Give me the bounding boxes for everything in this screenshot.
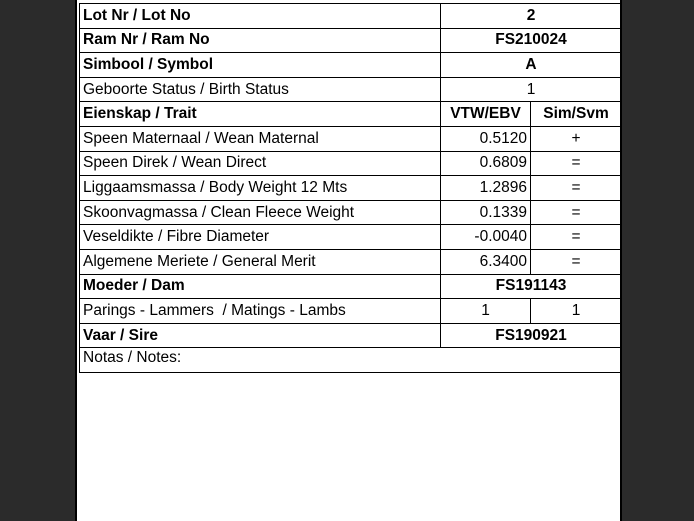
lot-value: 2	[441, 4, 622, 29]
sire-row	[80, 323, 622, 348]
ram-row	[80, 28, 622, 53]
trait-ebv: -0.0040	[441, 225, 531, 250]
lot-label: Lot Nr / Lot No	[80, 4, 441, 29]
dam-row	[80, 274, 622, 299]
trait-name: Veseldikte / Fibre Diameter	[80, 225, 441, 250]
ebv-column-header: VTW/EBV	[441, 102, 531, 127]
dam-label: Moeder / Dam	[80, 274, 441, 299]
trait-row	[80, 126, 622, 151]
matings-count: 1	[441, 299, 531, 324]
birth-status-row	[80, 77, 622, 102]
trait-symbol: =	[531, 249, 622, 274]
trait-name: Liggaamsmassa / Body Weight 12 Mts	[80, 176, 441, 201]
trait-row	[80, 200, 622, 225]
trait-symbol: =	[531, 151, 622, 176]
trait-ebv: 6.3400	[441, 249, 531, 274]
trait-header-row	[80, 102, 622, 127]
trait-ebv: 0.5120	[441, 126, 531, 151]
trait-header-label: Eienskap / Trait	[80, 102, 441, 127]
trait-row	[80, 176, 622, 201]
trait-row	[80, 249, 622, 274]
symbol-label: Simbool / Symbol	[80, 53, 441, 78]
trait-name: Algemene Meriete / General Merit	[80, 249, 441, 274]
dam-value: FS191143	[441, 274, 622, 299]
symbol-row	[80, 53, 622, 78]
trait-row	[80, 225, 622, 250]
trait-name: Skoonvagmassa / Clean Fleece Weight	[80, 200, 441, 225]
notes-row	[80, 348, 622, 373]
trait-name: Speen Maternaal / Wean Maternal	[80, 126, 441, 151]
catalogue-sheet	[75, 0, 622, 521]
symbol-value: A	[441, 53, 622, 78]
matings-label: Parings - Lammers / Matings - Lambs	[80, 299, 441, 324]
matings-row	[80, 299, 622, 324]
trait-symbol: =	[531, 200, 622, 225]
ram-info-table	[79, 3, 622, 373]
sire-value: FS190921	[441, 323, 622, 348]
symbol-column-header: Sim/Svm	[531, 102, 622, 127]
birth-status-label: Geboorte Status / Birth Status	[80, 77, 441, 102]
trait-ebv: 0.1339	[441, 200, 531, 225]
ram-label: Ram Nr / Ram No	[80, 28, 441, 53]
trait-ebv: 1.2896	[441, 176, 531, 201]
trait-row	[80, 151, 622, 176]
notes-label: Notas / Notes:	[80, 348, 622, 373]
trait-symbol: =	[531, 176, 622, 201]
trait-name: Speen Direk / Wean Direct	[80, 151, 441, 176]
trait-ebv: 0.6809	[441, 151, 531, 176]
birth-status-value: 1	[441, 77, 622, 102]
sire-label: Vaar / Sire	[80, 323, 441, 348]
trait-symbol: +	[531, 126, 622, 151]
lot-row	[80, 4, 622, 29]
lambs-count: 1	[531, 299, 622, 324]
ram-value: FS210024	[441, 28, 622, 53]
trait-symbol: =	[531, 225, 622, 250]
